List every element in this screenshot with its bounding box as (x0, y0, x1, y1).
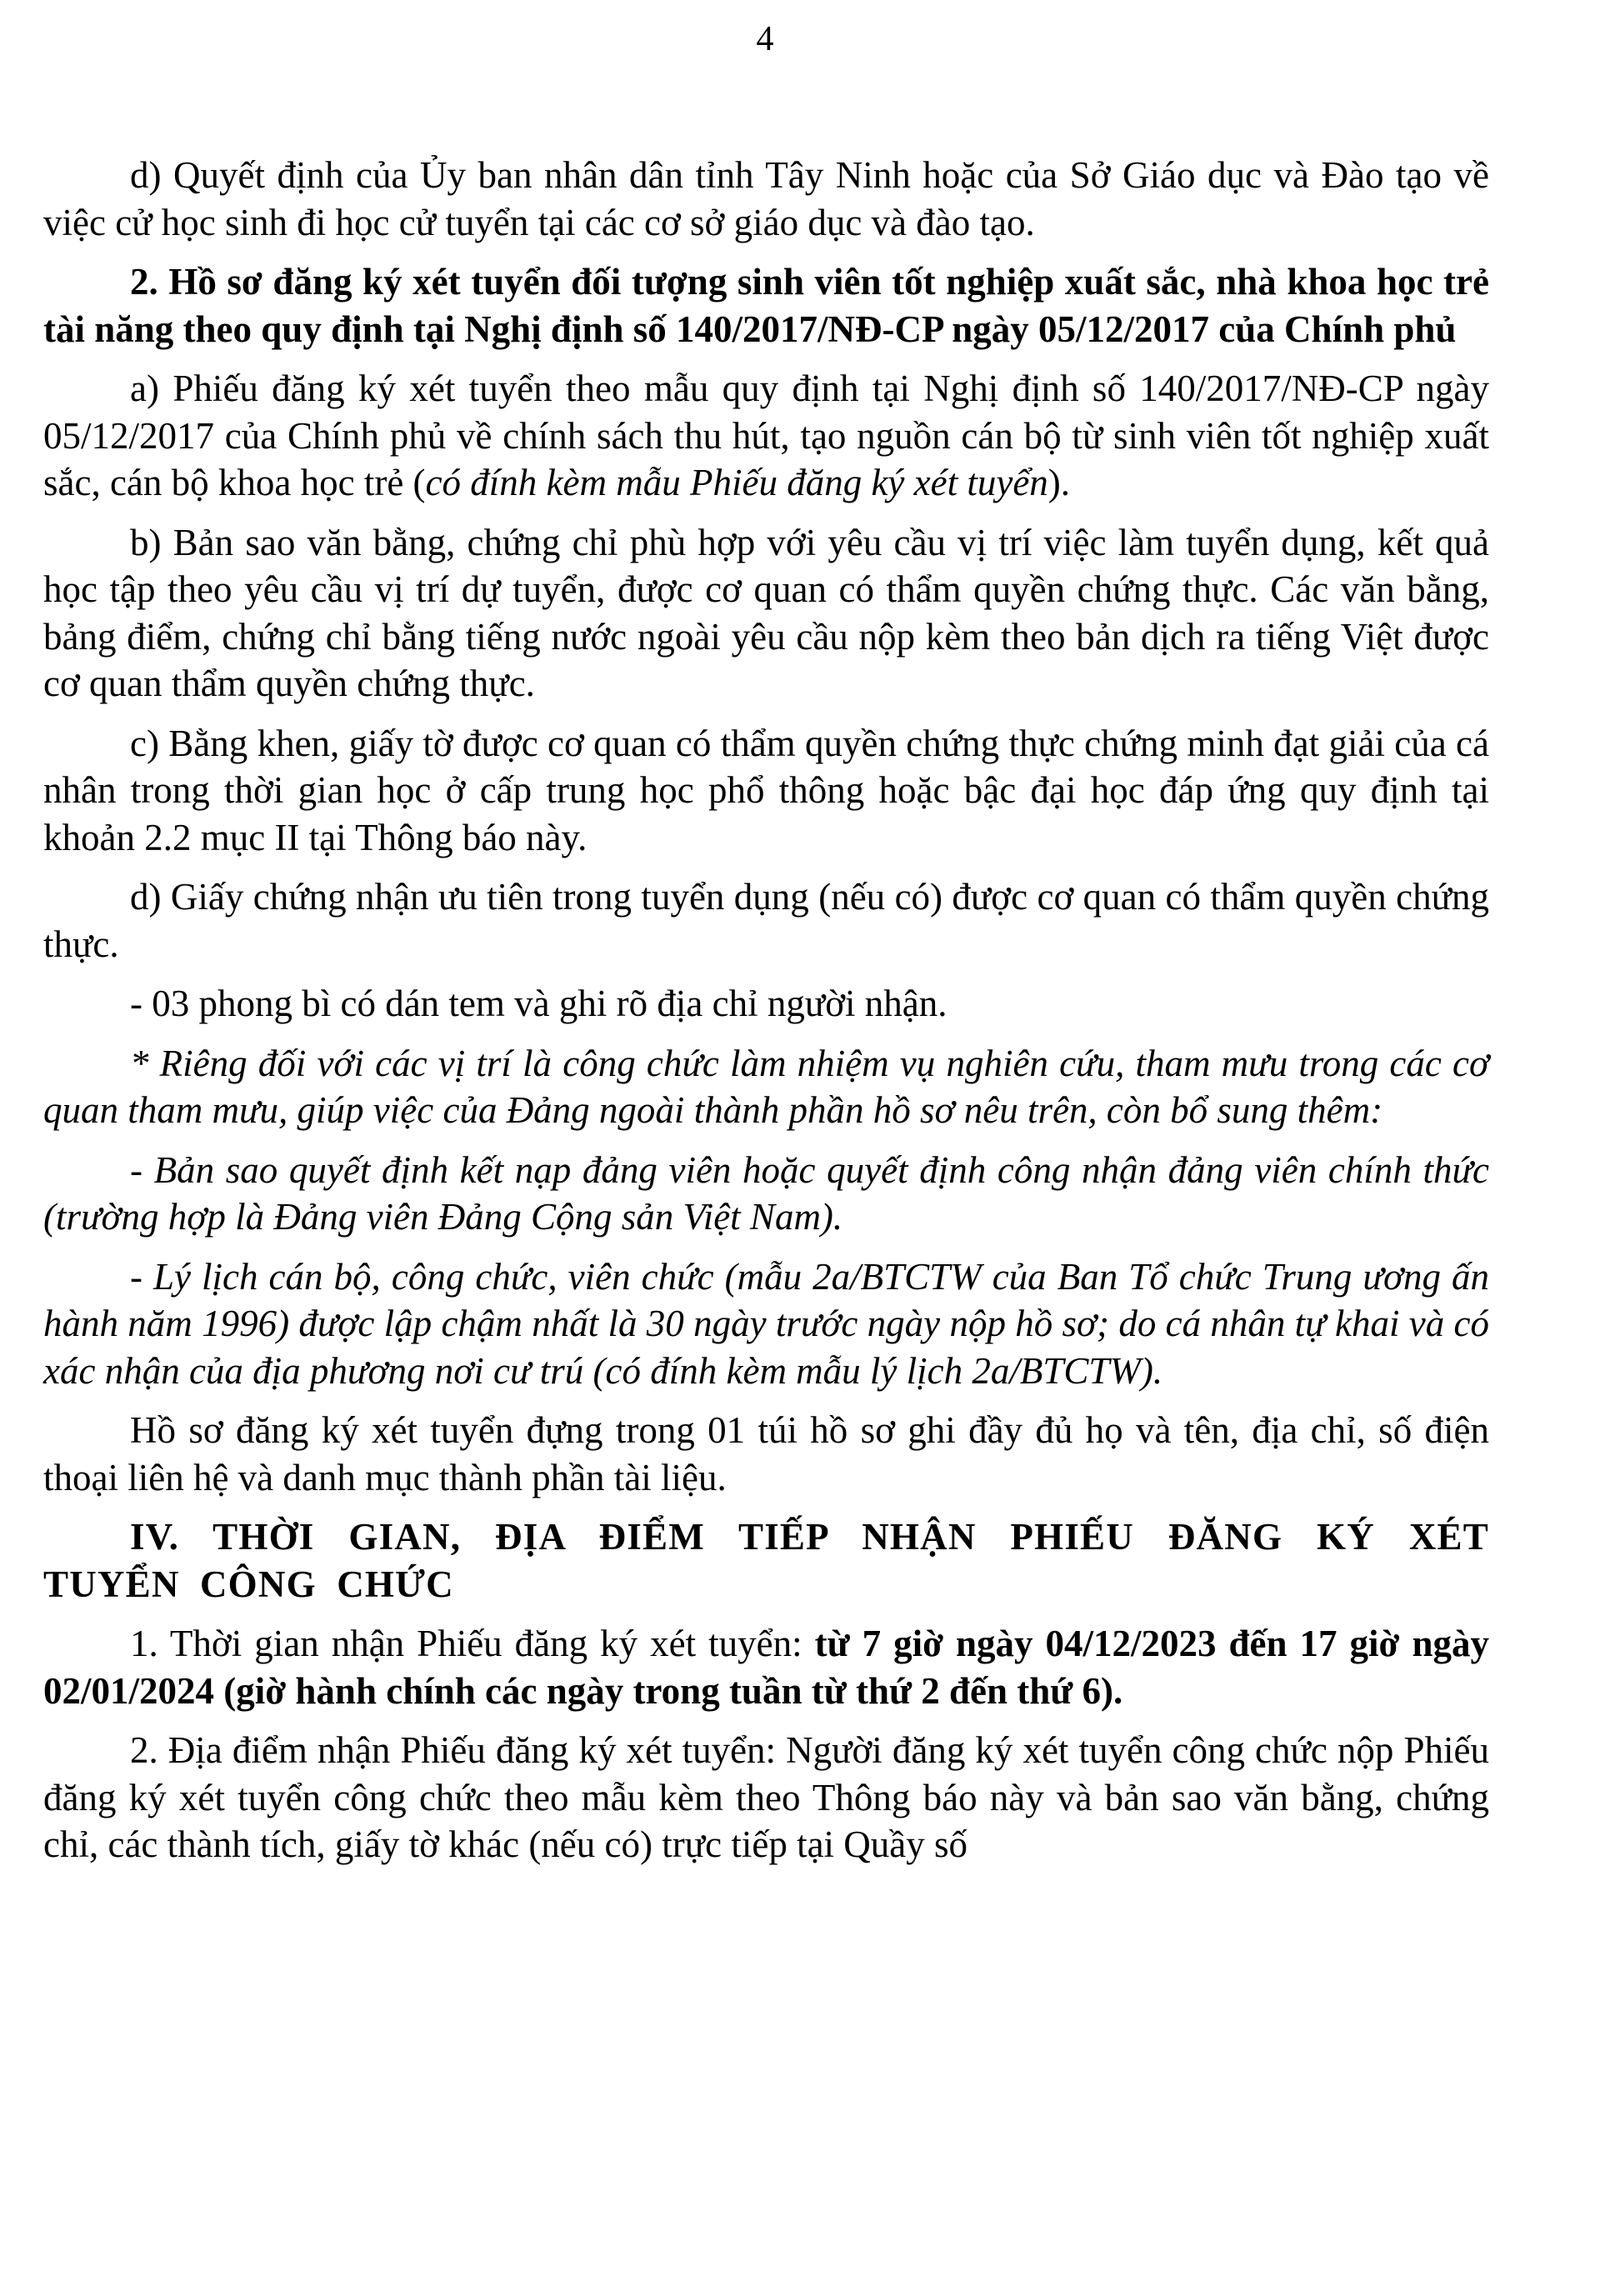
paragraph-special-note: * Riêng đối với các vị trí là công chức làm nhiệm vụ nghiên cứu, tham mưu trong các cơ quan tham mưu, giúp việc của Đảng ngoài thành phần hồ sơ nêu trên, còn bổ sung thêm: (43, 1042, 1489, 1131)
document-body (43, 152, 1489, 1881)
page-number: 4 (756, 20, 774, 58)
paragraph-2c-certificates: c) Bằng khen, giấy tờ được cơ quan có thẩm quyền chứng thực chứng minh đạt giải của cá nhân trong thời gian học ở cấp trung học phổ thông hoặc bậc đại học đáp ứng quy định tại khoản 2.2 mục II tại Thông báo này. (43, 722, 1489, 858)
paragraph-2d-priority: d) Giấy chứng nhận ưu tiên trong tuyển dụng (nếu có) được cơ quan có thẩm quyền chứng thực. (43, 876, 1489, 965)
paragraph-party-decision: - Bản sao quyết định kết nạp đảng viên hoặc quyết định công nhận đảng viên chính thức (trường hợp là Đảng viên Đảng Cộng sản Việt Nam). (43, 1148, 1489, 1238)
paragraph-envelopes: - 03 phong bì có dán tem và ghi rõ địa chỉ người nhận. (130, 983, 948, 1024)
paragraph-1d-decision: d) Quyết định của Ủy ban nhân dân tỉnh Tây Ninh hoặc của Sở Giáo dục và Đào tạo về việc cử học sinh đi học cử tuyển tại các cơ sở giáo dục và đào tạo. (43, 154, 1489, 243)
paragraph-2b-diplomas: b) Bản sao văn bằng, chứng chỉ phù hợp với yêu cầu vị trí việc làm tuyển dụng, kết quả học tập theo yêu cầu vị trí dự tuyển, được cơ quan có thẩm quyền chứng thực. Các văn bằng, bảng điểm, chứng chỉ bằng tiếng nước ngoài yêu cầu nộp kèm theo bản dịch ra tiếng Việt được cơ quan thẩm quyền chứng thực. (43, 521, 1489, 704)
paragraph-2a-registration-form (43, 365, 1489, 507)
section-2-heading: 2. Hồ sơ đăng ký xét tuyển đối tượng sinh viên tốt nghiệp xuất sắc, nhà khoa học trẻ tài năng theo quy định tại Nghị định số 140/2017/NĐ-CP ngày 05/12/2017 của Chính phủ (43, 261, 1489, 350)
section-iv-heading: IV. THỜI GIAN, ĐỊA ĐIỂM TIẾP NHẬN PHIẾU ĐĂNG KÝ XÉT TUYỂN CÔNG CHỨC (43, 1516, 1489, 1605)
paragraph-cv-2a: - Lý lịch cán bộ, công chức, viên chức (mẫu 2a/BTCTW của Ban Tổ chức Trung ương ấn hành năm 1996) được lập chậm nhất là 30 ngày trước ngày nộp hồ sơ; do cá nhân tự khai và có xác nhận của địa phương nơi cư trú (có đính kèm mẫu lý lịch 2a/BTCTW). (43, 1255, 1489, 1392)
paragraph-iv-2-location: 2. Địa điểm nhận Phiếu đăng ký xét tuyển: Người đăng ký xét tuyển công chức nộp Phiếu đăng ký xét tuyển công chức theo mẫu kèm theo Thông báo này và bản sao văn bằng, chứng chỉ, các thành tích, giấy tờ khác (nếu có) trực tiếp tại Quầy số (43, 1729, 1489, 1865)
paragraph-2a-italic-note: có đính kèm mẫu Phiếu đăng ký xét tuyển (425, 462, 1048, 503)
paragraph-2a-closing: ). (1048, 462, 1071, 503)
paragraph-iv-1-time (43, 1620, 1489, 1714)
paragraph-dossier-packaging: Hồ sơ đăng ký xét tuyển đựng trong 01 túi hồ sơ ghi đầy đủ họ và tên, địa chỉ, số điện thoại liên hệ và danh mục thành phần tài liệu. (43, 1409, 1489, 1498)
paragraph-iv-1-label: 1. Thời gian nhận Phiếu đăng ký xét tuyển: (130, 1623, 815, 1664)
paragraph-iv-1-time-range: từ 7 giờ ngày 04/12/2023 đến 17 giờ ngày 02/01/2024 (giờ hành chính các ngày trong tuần từ thứ 2 đến thứ 6). (43, 1623, 1489, 1712)
paragraph-2a-text: a) Phiếu đăng ký xét tuyển theo mẫu quy định tại Nghị định số 140/2017/NĐ-CP ngày 05/12/2017 của Chính phủ về chính sách thu hút, tạo nguồn cán bộ từ sinh viên tốt nghiệp xuất sắc, cán bộ khoa học trẻ ( (43, 368, 1489, 503)
